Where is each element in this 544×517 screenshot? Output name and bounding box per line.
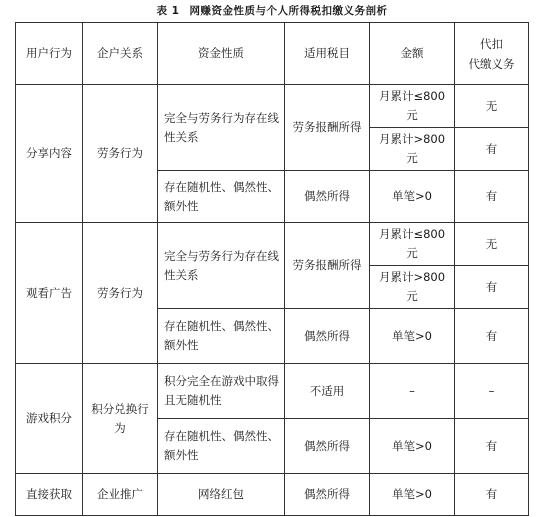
cell-duty: 有 bbox=[455, 128, 529, 171]
cell-amount: – bbox=[370, 364, 455, 419]
cell-tax-item: 偶然所得 bbox=[285, 171, 370, 223]
cell-amount: 月累计>800 元 bbox=[370, 266, 455, 309]
tax-analysis-table bbox=[15, 22, 529, 516]
cell-duty: 有 bbox=[455, 419, 529, 474]
cell-amount: 单笔>0 bbox=[370, 419, 455, 474]
header-row bbox=[16, 23, 529, 85]
cell-tax-item: 劳务报酬所得 bbox=[285, 85, 370, 171]
cell-amount: 月累计>800 元 bbox=[370, 128, 455, 171]
cell-tax-item: 偶然所得 bbox=[285, 309, 370, 364]
header-relation: 企户关系 bbox=[83, 23, 158, 85]
cell-amount: 月累计≤800 元 bbox=[370, 85, 455, 128]
cell-amount: 单笔>0 bbox=[370, 171, 455, 223]
table-number: 表 1 bbox=[156, 5, 180, 17]
cell-duty: 有 bbox=[455, 266, 529, 309]
cell-duty: 无 bbox=[455, 223, 529, 266]
cell-relation: 劳务行为 bbox=[83, 223, 158, 364]
cell-nature: 存在随机性、偶然性、额外性 bbox=[158, 171, 285, 223]
header-fund-nature: 资金性质 bbox=[158, 23, 285, 85]
table-row bbox=[16, 474, 529, 516]
table-caption bbox=[0, 3, 544, 18]
header-withholding-duty: 代扣 代缴义务 bbox=[455, 23, 529, 85]
table-title: 网赚资金性质与个人所得税扣缴义务剖析 bbox=[189, 5, 388, 17]
cell-relation: 企业推广 bbox=[83, 474, 158, 516]
cell-amount: 月累计≤800 元 bbox=[370, 223, 455, 266]
cell-tax-item: 偶然所得 bbox=[285, 419, 370, 474]
cell-tax-item: 不适用 bbox=[285, 364, 370, 419]
cell-tax-item: 劳务报酬所得 bbox=[285, 223, 370, 309]
cell-nature: 存在随机性、偶然性、额外性 bbox=[158, 309, 285, 364]
cell-tax-item: 偶然所得 bbox=[285, 474, 370, 516]
cell-nature: 网络红包 bbox=[158, 474, 285, 516]
header-user-behavior: 用户行为 bbox=[16, 23, 83, 85]
cell-nature: 完全与劳务行为存在线性关系 bbox=[158, 223, 285, 309]
cell-nature: 存在随机性、偶然性、额外性 bbox=[158, 419, 285, 474]
cell-behavior: 游戏积分 bbox=[16, 364, 83, 474]
header-amount: 金额 bbox=[370, 23, 455, 85]
cell-amount: 单笔>0 bbox=[370, 474, 455, 516]
header-tax-item: 适用税目 bbox=[285, 23, 370, 85]
cell-behavior: 分享内容 bbox=[16, 85, 83, 223]
cell-behavior: 直接获取 bbox=[16, 474, 83, 516]
cell-relation: 积分兑换行为 bbox=[83, 364, 158, 474]
cell-behavior: 观看广告 bbox=[16, 223, 83, 364]
table-row bbox=[16, 364, 529, 419]
cell-duty: 有 bbox=[455, 474, 529, 516]
cell-duty: 无 bbox=[455, 85, 529, 128]
cell-duty: – bbox=[455, 364, 529, 419]
cell-nature: 积分完全在游戏中取得且无随机性 bbox=[158, 364, 285, 419]
cell-duty: 有 bbox=[455, 171, 529, 223]
table-row bbox=[16, 223, 529, 266]
cell-amount: 单笔>0 bbox=[370, 309, 455, 364]
cell-nature: 完全与劳务行为存在线性关系 bbox=[158, 85, 285, 171]
cell-duty: 有 bbox=[455, 309, 529, 364]
cell-relation: 劳务行为 bbox=[83, 85, 158, 223]
table-row bbox=[16, 85, 529, 128]
